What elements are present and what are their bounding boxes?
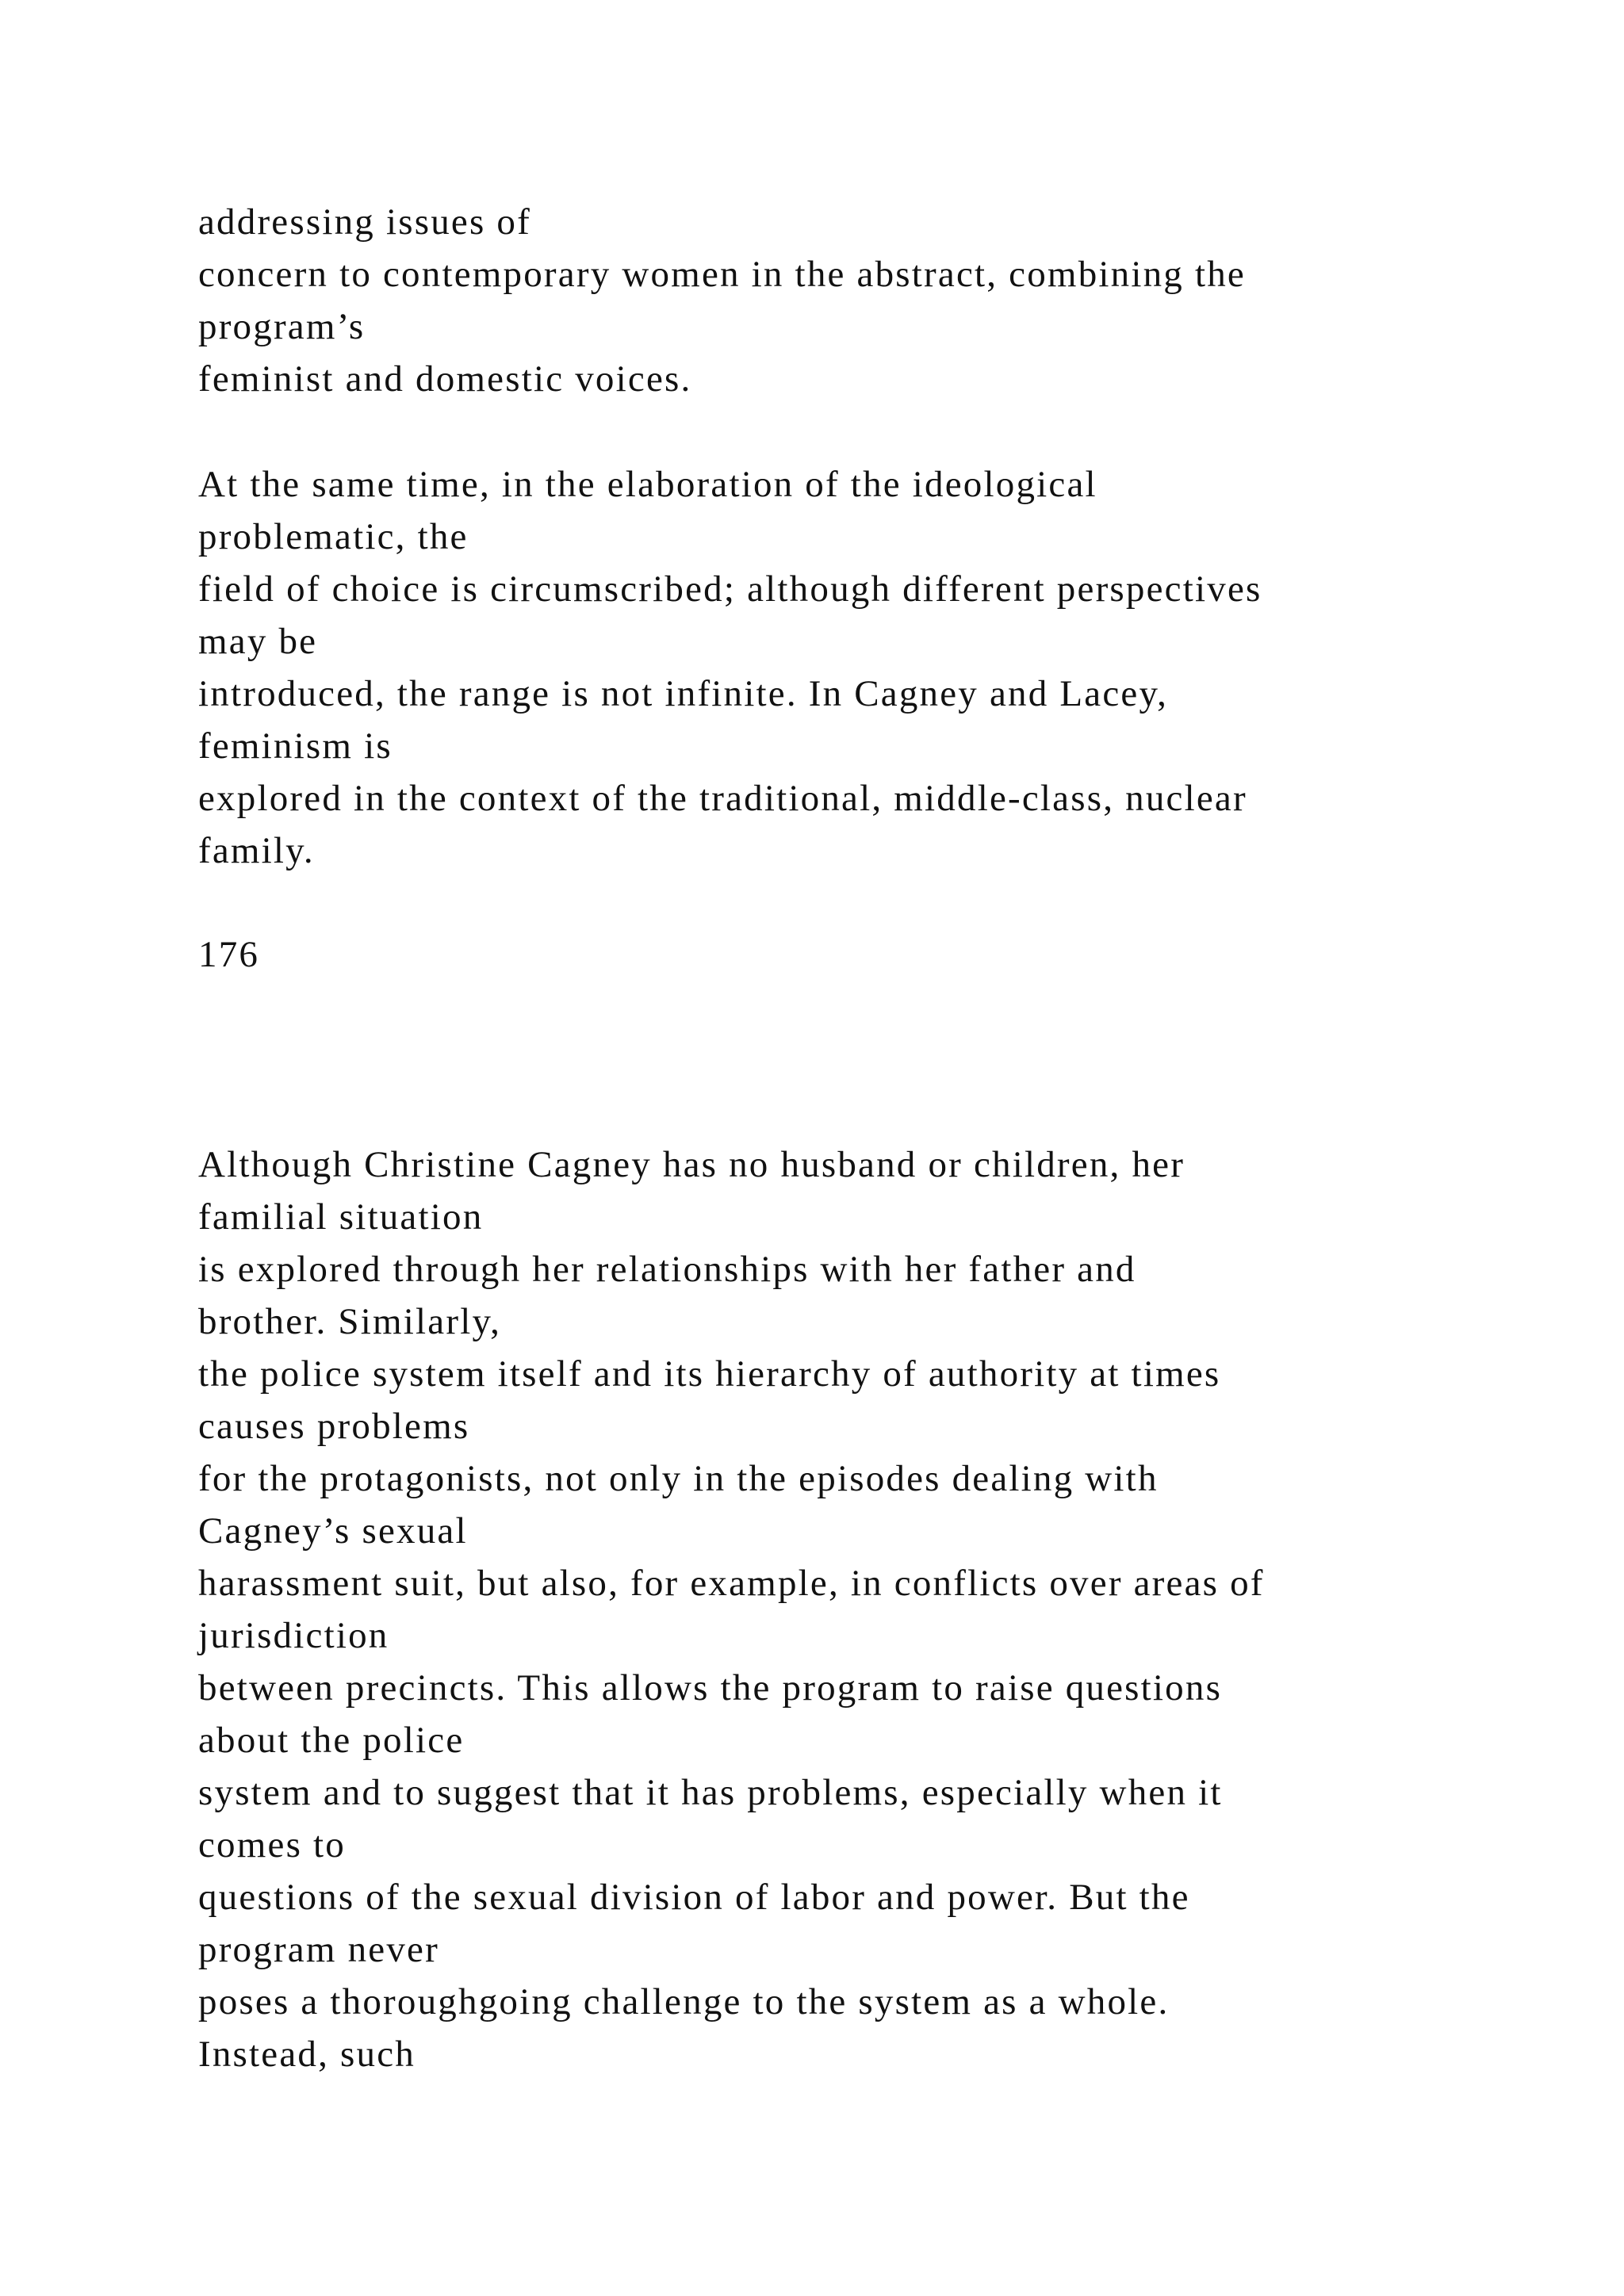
text-line: family. [198, 830, 315, 871]
text-line: poses a thoroughgoing challenge to the system as a whole. [198, 1981, 1170, 2022]
text-line: for the protagonists, not only in the episodes dealing with [198, 1458, 1159, 1499]
text-line: familial situation [198, 1196, 484, 1238]
text-line: causes problems [198, 1406, 470, 1447]
text-line: between precincts. This allows the program to raise questions [198, 1667, 1223, 1709]
text-line: program never [198, 1929, 439, 1970]
text-line: At the same time, in the elaboration of the ideological [198, 464, 1097, 505]
text-line: comes to [198, 1824, 346, 1866]
text-line: system and to suggest that it has problems, especially when it [198, 1772, 1223, 1813]
text-line: may be [198, 621, 318, 662]
text-line: feminist and domestic voices. [198, 358, 692, 400]
text-line: program’s [198, 306, 366, 347]
text-line: about the police [198, 1720, 465, 1761]
text-line: field of choice is circumscribed; although different perspectives [198, 568, 1262, 610]
text-line: Instead, such [198, 2034, 416, 2075]
text-line: feminism is [198, 725, 393, 767]
text-line: questions of the sexual division of labor and power. But the [198, 1877, 1190, 1918]
text-line: brother. Similarly, [198, 1301, 502, 1342]
text-line: concern to contemporary women in the abstract, combining the [198, 254, 1246, 295]
text-line: explored in the context of the traditional, middle-class, nuclear [198, 778, 1247, 819]
text-line: problematic, the [198, 516, 469, 557]
text-line: introduced, the range is not infinite. In Cagney and Lacey, [198, 673, 1169, 714]
text-line: addressing issues of [198, 201, 531, 243]
text-line: the police system itself and its hierarchy of authority at times [198, 1353, 1221, 1395]
text-line: jurisdiction [198, 1615, 389, 1656]
page-number: 176 [198, 934, 260, 975]
text-line: harassment suit, but also, for example, in conflicts over areas of [198, 1563, 1265, 1604]
text-line: is explored through her relationships with her father and [198, 1249, 1136, 1290]
text-line: Cagney’s sexual [198, 1510, 468, 1552]
text-line: Although Christine Cagney has no husband or children, her [198, 1144, 1185, 1185]
